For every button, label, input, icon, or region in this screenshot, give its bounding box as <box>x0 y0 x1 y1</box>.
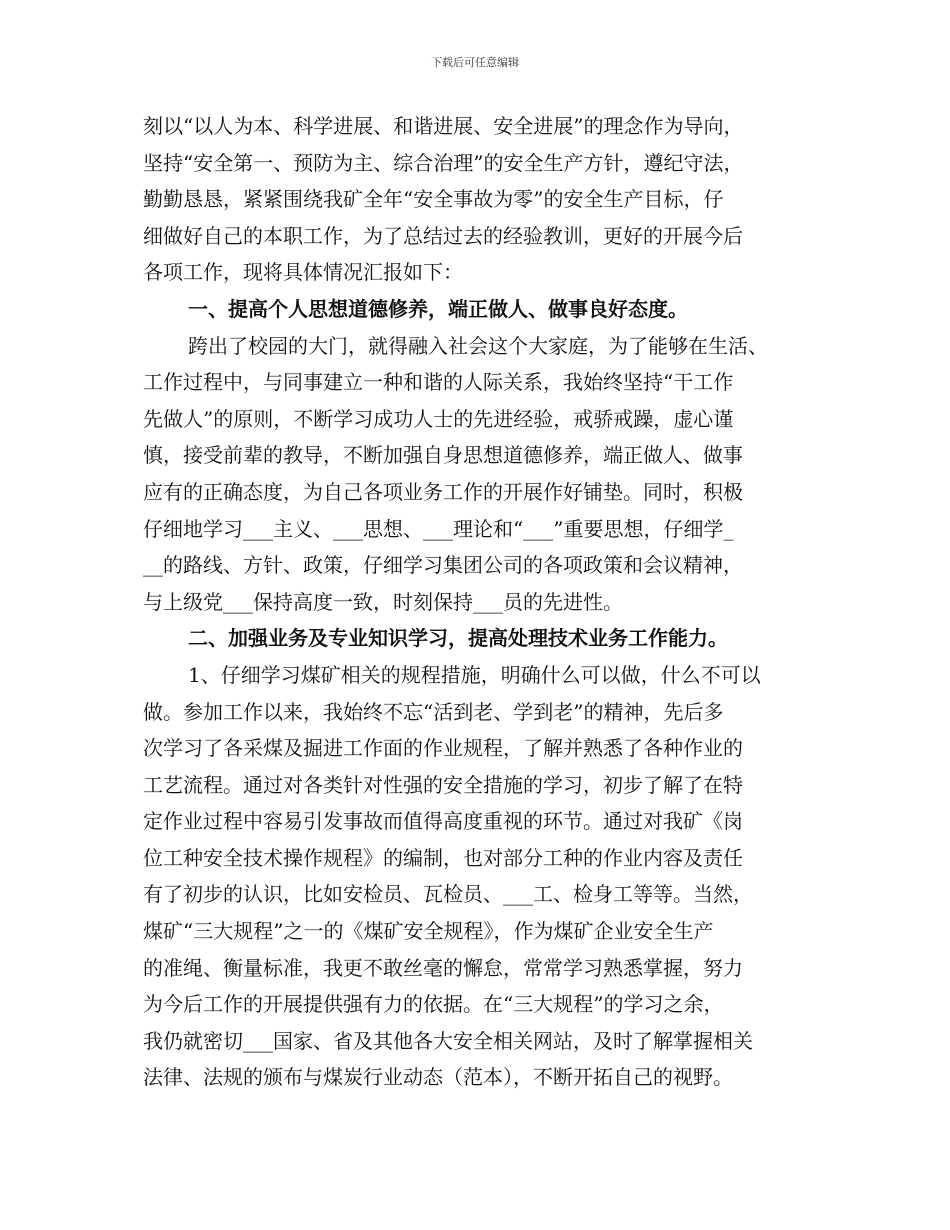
paragraph-line: 勤勤恳恳，紧紧围绕我矿全年“安全事故为零”的安全生产目标，仔 <box>143 187 724 212</box>
paragraph-line: 工艺流程。通过对各类针对性强的安全措施的学习，初步了解了在特 <box>143 772 743 797</box>
paragraph-line: 为今后工作的开展提供强有力的依据。在“三大规程”的学习之余， <box>143 992 724 1017</box>
paragraph-line: __的路线、方针、政策，仔细学习集团公司的各项政策和会议精神， <box>143 553 743 578</box>
paragraph-line: 我仍就密切___国家、省及其他各大安全相关网站，及时了解掌握相关 <box>143 1028 753 1053</box>
paragraph-line: 次学习了各采煤及掘进工作面的作业规程，了解并熟悉了各种作业的 <box>143 736 743 761</box>
paragraph-line: 各项工作，现将具体情况汇报如下： <box>143 260 463 285</box>
paragraph-line: 位工种安全技术操作规程》的编制，也对部分工种的作业内容及责任 <box>143 845 743 870</box>
paragraph-line: 定作业过程中容易引发事故而值得高度重视的环节。通过对我矿《岗 <box>143 809 743 834</box>
paragraph-line: 的准绳、衡量标准，我更不敢丝毫的懈怠，常常学习熟悉掌握，努力 <box>143 955 743 980</box>
paragraph-line: 工作过程中，与同事建立一种和谐的人际关系，我始终坚持“干工作 <box>143 370 734 395</box>
page-header-note: 下载后可任意编辑 <box>431 56 519 69</box>
document-body <box>143 108 813 1096</box>
paragraph-line: 跨出了校园的大门，就得融入社会这个大家庭，为了能够在生活、 <box>188 333 768 358</box>
paragraph-line: 仔细地学习___主义、___思想、___理论和“___”重要思想，仔细学_ <box>143 516 734 541</box>
section-heading: 二、加强业务及专业知识学习，提高处理技术业务工作能力。 <box>188 626 728 651</box>
paragraph-line: 先做人”的原则，不断学习成功人士的先进经验，戒骄戒躁，虚心谨 <box>143 406 734 431</box>
paragraph-line: 慎，接受前辈的教导，不断加强自身思想道德修养，端正做人、做事 <box>143 443 743 468</box>
paragraph-line: 煤矿“三大规程”之一的《煤矿安全规程》，作为煤矿企业安全生产 <box>143 919 714 944</box>
paragraph-line: 有了初步的认识，比如安检员、瓦检员、___工、检身工等等。当然， <box>143 882 753 907</box>
paragraph-line: 刻以“以人为本、科学进展、和谐进展、安全进展”的理念作为导向， <box>143 114 744 138</box>
paragraph-line: 法律、法规的颁布与煤炭行业动态（范本），不断开拓自己的视野。 <box>143 1065 733 1090</box>
paragraph-line: 1、仔细学习煤矿相关的规程措施，明确什么可以做，什么不可以 <box>188 662 761 687</box>
paragraph-line: 与上级党___保持高度一致，时刻保持___员的先进性。 <box>143 589 623 614</box>
paragraph-line: 应有的正确态度，为自己各项业务工作的开展作好铺垫。同时，积极 <box>143 479 743 504</box>
section-heading: 一、提高个人思想道德修养，端正做人、做事良好态度。 <box>188 296 688 321</box>
paragraph-line: 细做好自己的本职工作，为了总结过去的经验教训，更好的开展今后 <box>143 223 743 248</box>
paragraph-line: 做。参加工作以来，我始终不忘“活到老、学到老”的精神，先后多 <box>143 699 724 724</box>
paragraph-line: 坚持“安全第一、预防为主、综合治理”的安全生产方针，遵纪守法， <box>143 150 744 175</box>
